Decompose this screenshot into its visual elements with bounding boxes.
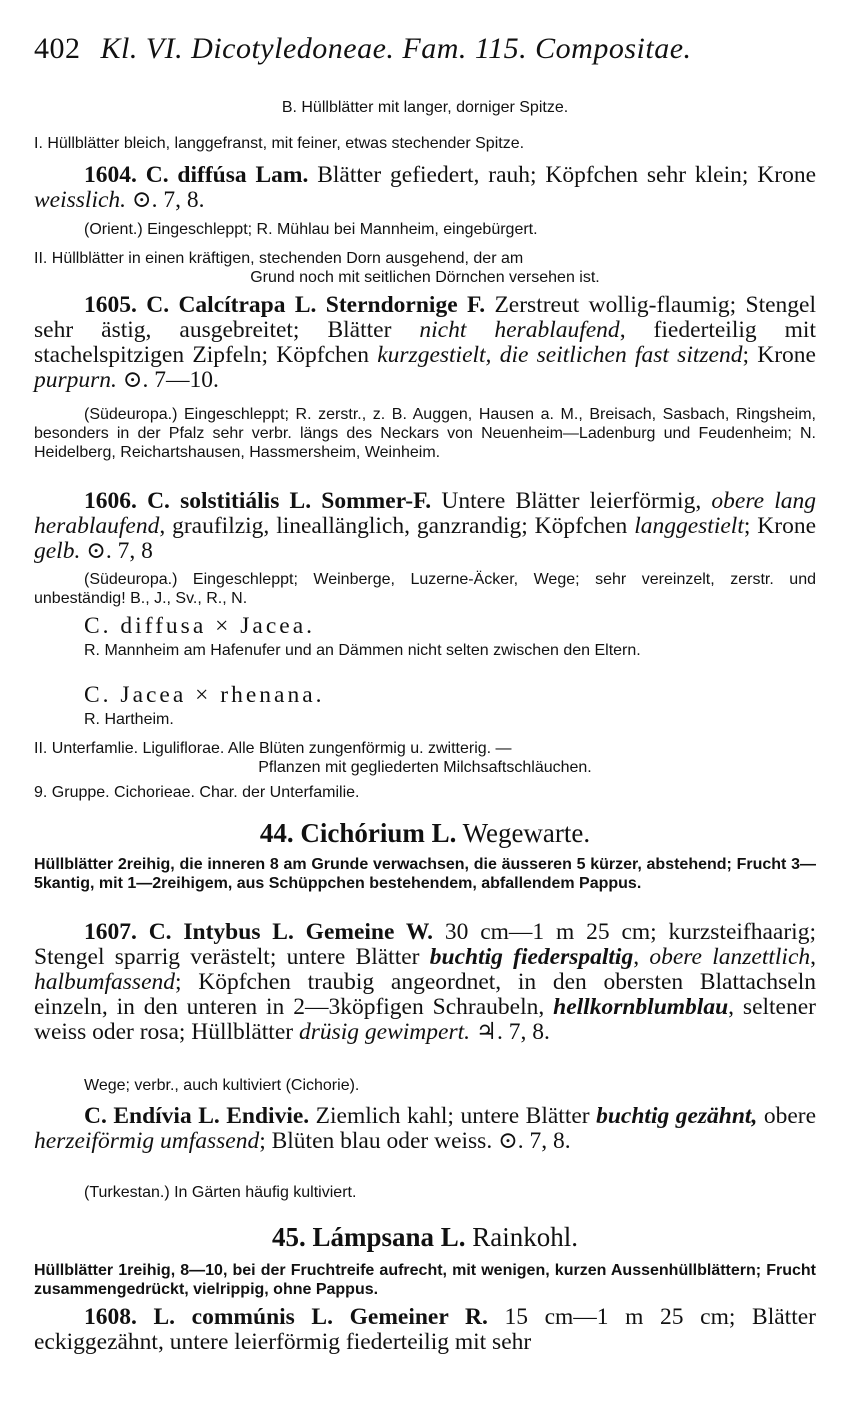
species-1605-note: (Südeuropa.) Eingeschleppt; R. zerstr., z. B. Auggen, Hausen a. M., Breisach, Sasbach, Ringsheim, besonders in der Pfalz sehr verbr. längs des Neckars von Neuenheim—Ladenburg und Feudenheim; N. Heidelberg, Reichartshausen, Hassmersheim, Weinheim. (34, 406, 816, 461)
species-1608: 1608. L. commúnis L. Gemeiner R. 15 cm—1 m 25 cm; Blätter eckiggezähnt, untere leierförmig fiederteilig mit sehr (34, 1304, 816, 1355)
species-name: 1606. C. solstitiális L. (84, 488, 312, 514)
subfamily-heading: II. Unterfamlie. Liguliflorae. Alle Blüten zungenförmig u. zwitterig. — Pflanzen mit gegliederten Milchsaftschläuchen. (34, 740, 592, 776)
species-1607: 1607. C. Intybus L. Gemeine W. 30 cm—1 m 25 cm; kurzsteifhaarig; Stengel sparrig verästelt; untere Blätter buchtig fiederspaltig, obere lanzettlich, halbumfassend; Köpfchen traubig angeordnet, in den obersten Blattachseln einzeln, in den unteren in 2—3köpfigen Schraubeln, hellkornblumblau, seltener weiss oder rosa; Hüllblätter drüsig gewimpert. ♃. 7, 8. (34, 919, 816, 1045)
genus-44-description: Hüllblätter 2reihig, die inneren 8 am Grunde verwachsen, die äusseren 5 kürzer, abstehend; Frucht 3—5kantig, mit 1—2reihigem, aus Schüppchen bestehendem, abfallendem Pappus. (34, 856, 816, 892)
genus-45-heading: 45. Lámpsana L. Rainkohl. (271, 1222, 579, 1252)
species-name: C. Endívia L. (84, 1103, 220, 1129)
species-1604: 1604. C. diffúsa Lam. Blätter gefiedert, rauh; Köpfchen sehr klein; Krone weisslich. ⊙. 7, 8. (34, 162, 816, 213)
hybrid-2-note: R. Hartheim. (84, 711, 174, 728)
species-1607-note: Wege; verbr., auch kultiviert (Cichorie). (84, 1077, 360, 1094)
species-name: 1605. C. Calcítrapa L. (84, 292, 317, 318)
hybrid-2: C. Jacea × rhenana. (84, 682, 325, 708)
genus-45-description: Hüllblätter 1reihig, 8—10, bei der Fruchtreife aufrecht, mit wenigen, kurzen Aussenhüllblättern; Frucht zusammengedrückt, vielrippig, ohne Pappus. (34, 1262, 816, 1298)
species-endivia: C. Endívia L. Endivie. Ziemlich kahl; untere Blätter buchtig gezähnt, obere herzeiförmig umfassend; Blüten blau oder weiss. ⊙. 7, 8. (34, 1103, 817, 1154)
group-heading: 9. Gruppe. Cichorieae. Char. der Unterfamilie. (34, 784, 360, 801)
species-1604-note: (Orient.) Eingeschleppt; R. Mühlau bei Mannheim, eingebürgert. (84, 221, 538, 238)
species-endivia-note: (Turkestan.) In Gärten häufig kultiviert. (84, 1184, 357, 1201)
running-title: Kl. VI. Dicotyledoneae. Fam. 115. Compositae. (100, 32, 692, 65)
genus-44-heading: 44. Cichórium L. Wegewarte. (259, 818, 591, 848)
hybrid-1: C. diffusa × Jacea. (84, 613, 316, 639)
genus-name: 44. Cichórium L. (259, 818, 457, 848)
species-1605: 1605. C. Calcítrapa L. Sterndornige F. Zerstreut wollig-flaumig; Stengel sehr ästig, ausgebreitet; Blätter nicht herablaufend, fiederteilig mit stachelspitzigen Zipfeln; Köpfchen kurzgestielt, die seitlichen fast sitzend; Krone purpurn. ⊙. 7—10. (34, 292, 816, 393)
species-name: 1604. C. diffúsa Lam. (84, 162, 309, 188)
key-heading-i: I. Hüllblätter bleich, langgefranst, mit feiner, etwas stechender Spitze. (34, 135, 525, 152)
genus-name: 45. Lámpsana L. (271, 1222, 466, 1252)
species-name: 1607. C. Intybus L. (84, 919, 294, 945)
page-header (34, 32, 816, 66)
species-1606-note: (Südeuropa.) Eingeschleppt; Weinberge, Luzerne-Äcker, Wege; sehr vereinzelt, zerstr. und unbeständig! B., J., Sv., R., N. (34, 571, 816, 607)
hybrid-1-note: R. Mannheim am Hafenufer und an Dämmen nicht selten zwischen den Eltern. (84, 642, 641, 659)
species-1606: 1606. C. solstitiális L. Sommer-F. Untere Blätter leierförmig, obere lang herablaufend, graufilzig, lineallänglich, ganzrandig; Köpfchen langgestielt; Krone gelb. ⊙. 7, 8 (34, 488, 817, 564)
species-name: 1608. L. commúnis L. (84, 1304, 333, 1330)
key-heading-ii: II. Hüllblätter in einen kräftigen, stechenden Dorn ausgehend, der am Grund noch mit seitlichen Dörnchen versehen ist. (34, 250, 600, 286)
page-number: 402 (34, 32, 81, 65)
key-heading-b: B. Hüllblätter mit langer, dorniger Spitze. (281, 99, 569, 116)
